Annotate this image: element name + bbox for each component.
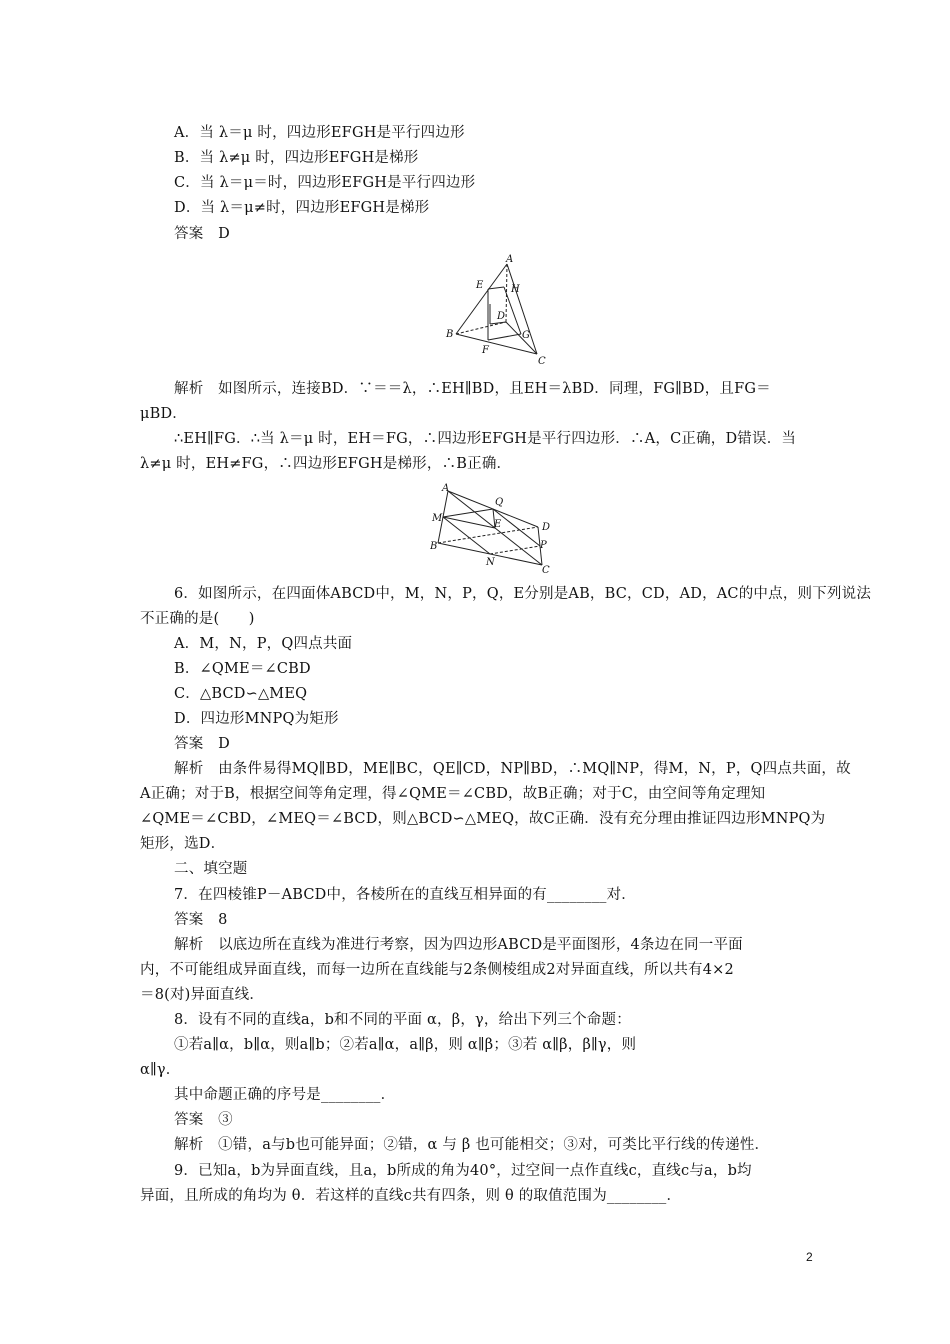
figure2-label-b: B [430, 541, 438, 552]
q5-option-d: D．当 λ＝μ≠时，四边形EFGH是梯形 [174, 200, 430, 216]
q5-option-a: A．当 λ＝μ 时，四边形EFGH是平行四边形 [174, 125, 465, 141]
q5-analysis-line-3: ∴EH∥FG．∴当 λ＝μ 时，EH＝FG，∴四边形EFGH是平行四边形．∴A，C正确，D错误．当 [174, 431, 797, 447]
q6-option-b: B．∠QME＝∠CBD [174, 661, 311, 677]
q6-answer: 答案 D [174, 736, 230, 752]
q6-stem-line-1: 6．如图所示，在四面体ABCD中，M，N，P，Q，E分别是AB，BC，CD，AD，AC的中点，则下列说法 [174, 586, 872, 602]
q5-option-b: B．当 λ≠μ 时，四边形EFGH是梯形 [174, 150, 419, 166]
figure2-label-p: P [540, 540, 547, 551]
tetrahedron-figure-efgh [440, 252, 560, 368]
q5-analysis-line-2: μBD． [140, 406, 188, 422]
q6-option-c: C．△BCD∽△MEQ [174, 686, 308, 702]
q8-stem-line-2: ①若a∥α，b∥α，则a∥b；②若a∥α，a∥β，则 α∥β；③若 α∥β，β∥γ，则 [174, 1037, 637, 1053]
figure2-label-d: D [542, 522, 551, 533]
figure1-label-c: C [538, 356, 546, 367]
q5-analysis-line-1: 解析 如图所示，连接BD．∵＝＝λ，∴EH∥BD，且EH＝λBD．同理，FG∥BD，且FG＝ [174, 381, 771, 397]
page-number: 2 [806, 1250, 813, 1264]
q8-answer: 答案 ③ [174, 1112, 233, 1128]
q6-option-d: D．四边形MNPQ为矩形 [174, 711, 339, 727]
section-heading: 二、填空题 [174, 861, 248, 877]
q8-stem-line-1: 8．设有不同的直线a，b和不同的平面 α，β，γ，给出下列三个命题： [174, 1012, 631, 1028]
q6-analysis-line-1: 解析 由条件易得MQ∥BD，ME∥BC，QE∥CD，NP∥BD，∴MQ∥NP，得M，N，P，Q四点共面，故 [174, 761, 851, 777]
q7-answer: 答案 8 [174, 912, 228, 928]
figure2-label-n: N [486, 557, 495, 568]
figure2-label-m: M [432, 513, 443, 524]
q6-analysis-line-2: A正确；对于B，根据空间等角定理，得∠QME＝∠CBD，故B正确；对于C，由空间等角定理知 [140, 786, 766, 802]
q6-analysis-line-3: ∠QME＝∠CBD，∠MEQ＝∠BCD，则△BCD∽△MEQ，故C正确．没有充分理由推证四边形MNPQ为 [140, 811, 826, 827]
q9-stem-line-1: 9．已知a，b为异面直线，且a，b所成的角为40°，过空间一点作直线c，直线c与a，b均 [174, 1163, 752, 1179]
q6-stem-line-2: 不正确的是( ) [140, 611, 255, 627]
figure2-label-c: C [542, 565, 550, 573]
q7-analysis-line-3: ＝8(对)异面直线． [140, 987, 265, 1003]
figure1-label-a: A [506, 254, 514, 265]
figure1-label-b: B [446, 329, 454, 340]
figure1-label-g: G [522, 330, 530, 341]
q7-analysis-line-1: 解析 以底边所在直线为准进行考察，因为四边形ABCD是平面图形，4条边在同一平面 [174, 937, 743, 953]
q9-stem-line-2: 异面，且所成的角均为 θ．若这样的直线c共有四条，则 θ 的取值范围为________． [140, 1188, 682, 1204]
figure2-label-a: A [442, 483, 450, 494]
q5-analysis-line-4: λ≠μ 时，EH≠FG，∴四边形EFGH是梯形，∴B正确． [140, 456, 512, 472]
q8-stem-line-3: α∥γ． [140, 1062, 181, 1078]
q5-option-c: C．当 λ＝μ＝时，四边形EFGH是平行四边形 [174, 175, 476, 191]
q7-stem: 7．在四棱锥P－ABCD中，各棱所在的直线互相异面的有________对． [174, 887, 636, 903]
figure1-label-e: E [476, 280, 484, 291]
figure1-label-h: H [511, 284, 520, 295]
q6-analysis-line-4: 矩形，选D． [140, 836, 226, 852]
figure1-label-f: F [482, 345, 489, 356]
tetrahedron-figure-mnpq [430, 483, 560, 573]
figure2-label-e: E [494, 519, 502, 530]
q5-answer: 答案 D [174, 226, 230, 242]
figure2-label-q: Q [495, 497, 504, 508]
q8-analysis: 解析 ①错，a与b也可能异面；②错，α 与 β 也可能相交；③对，可类比平行线的传递性． [174, 1137, 770, 1153]
q6-option-a: A．M，N，P，Q四点共面 [174, 636, 353, 652]
q8-stem-line-4: 其中命题正确的序号是________． [174, 1087, 396, 1103]
figure1-label-d: D [497, 311, 506, 322]
q7-analysis-line-2: 内，不可能组成异面直线，而每一边所在直线能与2条侧棱组成2对异面直线，所以共有4×2 [140, 962, 734, 978]
